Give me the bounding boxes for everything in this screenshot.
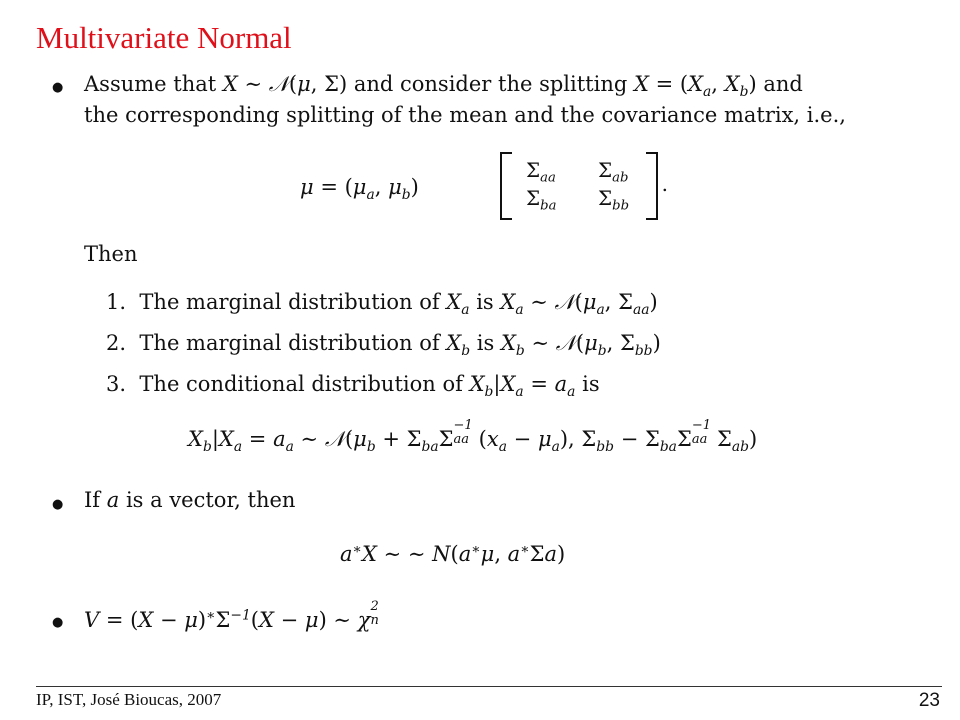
bullet-1-line-1: Assume that X ∼ 𝒩(μ, Σ) and consider the splitting $X = (X_a$, $X_b$) and	[84, 72, 803, 100]
footer-rule	[36, 686, 942, 687]
left-bracket	[500, 152, 512, 220]
conditional-equation: $X_b|X_a = a_a$ ∼ $𝒩(\mu_b + \Sigma_{ba}\Sigma$ −1 aa $(x_a - \mu_a)$, $\Sigma_{bb} - \Sigma_{ba}\Sigma$ −1 aa $\Sigma_{ab}$)	[188, 417, 758, 455]
matrix-cell-ba: $\Sigma_{ba}$	[526, 186, 557, 214]
list-item-1: 1. The marginal distribution of $X_a$ is $X_a$ ∼ $𝒩(\mu_a$, $\Sigma_{aa}$)	[106, 290, 658, 318]
bullet-1-line-2: the corresponding splitting of the mean and the covariance matrix, i.e.,	[84, 103, 846, 127]
bullet-2-marker: ●	[52, 497, 64, 512]
matrix-cell-ab: $\Sigma_{ab}$	[598, 158, 629, 186]
list-item-2: 2. The marginal distribution of $X_b$ is $X_b$ ∼ $𝒩(\mu_b$, $\Sigma_{bb}$)	[106, 331, 661, 359]
bullet-3-marker: ●	[52, 615, 64, 630]
slide-title: Multivariate Normal	[36, 20, 292, 55]
matrix-period: .	[661, 172, 668, 196]
matrix-cell-bb: $\Sigma_{bb}$	[598, 186, 630, 214]
footer-credit: IP, IST, José Bioucas, 2007	[36, 690, 222, 709]
then-label: Then	[84, 242, 138, 266]
bullet-1-marker: ●	[52, 80, 64, 95]
chi-square-equation: $V = (X - \mu)^∗\Sigma^{-1}(X - \mu)$ ∼ χ 2 n	[84, 598, 379, 632]
linear-combination-equation: a∗X ∼ ∼ N(a∗μ, a∗Σa)	[340, 541, 566, 566]
bullet-2-text: If a is a vector, then	[84, 488, 296, 512]
page-number: 23	[918, 690, 940, 711]
mean-equation: $\mu = (\mu_a$, $\mu_b$)	[300, 175, 419, 203]
covariance-matrix	[500, 152, 668, 218]
right-bracket	[646, 152, 658, 220]
matrix-cell-aa: $\Sigma_{aa}$	[526, 158, 556, 186]
list-item-3: 3. The conditional distribution of $X_b|X_a = a_a$ is	[106, 372, 600, 400]
